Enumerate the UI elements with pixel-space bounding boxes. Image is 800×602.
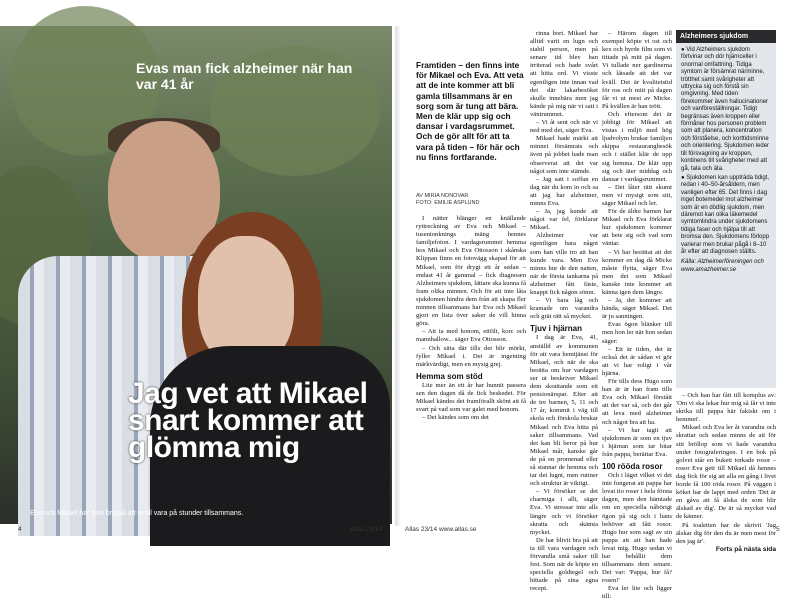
body-paragraph: – Vi har tagit att sjukdomen är som en tjuv i hjärnan som tar bitar från pappa, berättar Eva. xyxy=(602,426,672,458)
body-paragraph: – Att ta med honom, ettfilt, korc och mannhallow... säger Eva Ottosson. xyxy=(416,328,526,344)
body-paragraph: I nätter blänger en knällande ryttreckning av Eva och Mikael – tusentonknings mäng hennes familjefoton. I vardagsrummet hemma hos Mikael och Eva Ottosson i skånska Klippan finns en fotovägg skapad för att Mikael, som för drygt ett år sedan – endast 41 år gammal – fick diagnosen Alzheimers sjukdom, lättare ska kunna få fram olika minnen. Och för att inte låta sjukdomen hindra dem från att skapa fler minnen tillsammans har Eva och Mikael gjort en lista över saker de vill hinna göra. xyxy=(416,215,526,328)
body-paragraph: – Härom dagen till exempel köpte vi ost och kex och hyrde film som vi tittade på mitt på dagen. Vi tullade ner gardinerna och låtsade att det var kväll. Det är kvalitetstid för oss och mitt på dagen får vi ut mest av Micke. På kvällen är han trött. xyxy=(602,30,672,110)
issue-label-left: Allas 23/14 xyxy=(350,526,383,533)
article-column-1 xyxy=(416,215,526,523)
body-paragraph: På toaletten har de skrivit 'Jag älskar dig för den du är men mest för den jag är'. xyxy=(676,521,776,545)
body-paragraph: rinna bort. Mikael har alltid varit en lugn och stabil person, men på senare tid blev han irriterad och hade svårt att hitta ord. Vi visste egentligen inte innan vad det där lakarbesöket skulle innebära men jag kände på mig när vi satt i väntrummet. xyxy=(530,30,598,118)
body-paragraph: – Jag satt i soffan en dag när du kom in och sa att jag har alzheimer, minns Eva. xyxy=(530,175,598,207)
fact-box xyxy=(676,30,776,388)
body-paragraph: – Ja, jag kunde att något var fel, förklarar Mikael. xyxy=(530,208,598,232)
fact-box-title: Alzheimers sjukdom xyxy=(676,30,776,43)
page-number-right: 5 xyxy=(776,526,780,533)
body-paragraph: För tills dess Hugo som han är är han fram tills Eva och Mikael förstått att det var så, och det går att leva med alzheimer och något bra att ha. xyxy=(602,378,672,426)
body-paragraph: Lite mer än ett år har hunnit passera sen den dagen då de fick beskedet. För Mikael kändes det framförallt skönt att få svart på vad som var galet med honom. xyxy=(416,381,526,414)
subheading-hemma-som-stod: Hemma som stöd xyxy=(416,371,483,381)
subheading-tjuv-i-hjarnan: Tjuv i hjärnan xyxy=(530,324,583,334)
body-paragraph: Och eftersom det är jobbigt för Mikael att vistas i miljö med hög ljudvolym brukar familjen skippa restaurangbesök och i stället klär de upp sig hemma. De klär upp sig och äter middag och dansar i vardagsrummet. xyxy=(602,110,672,183)
body-paragraph: Mikael och Eva ler åt varandra och skrattar och sedan minns de att för sitt bröllop som vi hade varandra under fotograferingen. I en bok på golvet står en bukett torkade rosor – rosor Eva gett till Mikael då hennes dag fick för sig att alla en gång i livet borde få 100 röda rosor. På väggen i köket har de lappt med orden 'Det är en gåva att få älska de som blir älskad av dig'. De är så mycket vad de känner. xyxy=(676,424,776,521)
issue-label-right: Allas 23/14 www.allas.se xyxy=(405,526,477,533)
byline-author: AV MIRIA NONOVAR xyxy=(416,193,469,199)
body-paragraph: För de äldre barnen har Mikael och Eva förklarat hur sjukdomen kommer att bete sig och vad som väntar. xyxy=(602,208,672,248)
fact-box-body xyxy=(676,43,776,278)
body-paragraph: – Det låter rätt skumt men vi mysigt som sitt, säger Mikael och ler. xyxy=(602,183,672,207)
subheading-100-roda-rosor: 100 rööda rosor xyxy=(602,461,663,471)
body-paragraph: Evas ögon blänker till men hon ler när hon sedan säger: xyxy=(602,321,672,345)
body-paragraph: Och i läget vilket vi det inte fungerat att pappa har lovat tio roser i hela första dagen, men den hämtade om en speciella nåbörigt ögon på sig och i hans behöver att fått rosor. Hugo hur som sagt av sin pappa att att han hade lovat mig. Hugo sedan vi har behållit dem tillsammans dem senare. Det var: 'Pappa, hur få? rosen!' xyxy=(602,472,672,585)
body-paragraph: Eva ler lite och ligger till: xyxy=(602,585,672,601)
body-paragraph: De har blivit bra på att ta till vara vardagen och förvandla små saker till fest. Som när de köpte en speciella goldtegel och hittade på sina egna recept. xyxy=(530,536,598,593)
body-paragraph: – Ja, det kommer att hända, säger Mikael. Det är ju sanningen. xyxy=(602,297,672,321)
byline-photo: FOTO: EMILIE ASPLUND xyxy=(416,200,480,206)
body-paragraph: – Vi försöker se det charmiga i allt, säger Eva. Vi stressar inte alls längre och vi försöker skratta och skämta mycket. xyxy=(530,488,598,536)
body-paragraph: – Det kändes som om det xyxy=(422,414,489,422)
fact-box-source xyxy=(681,259,771,274)
body-paragraph: – Och han har fått till komplus av: 'Om vi ska lekar hur mig så får vi inte skrika till pappa här fakiskt om i hemmet'. xyxy=(676,392,776,424)
body-paragraph: Mikael hade märkt att minnet försämrats och även på jobbet hade man observerat att det var något som inte stämde. xyxy=(530,135,598,175)
article-title: Jag vet att Mikael snart kommer att glömma mig xyxy=(128,377,368,464)
body-paragraph: – Och sitta där tills det blir mörkt, fyller Mikael i. Det är ingenting märkvärdigt, men en mysig grej. xyxy=(416,344,526,368)
article-kicker: Evas man fick alzheimer när han var 41 år xyxy=(136,60,353,92)
article-column-4 xyxy=(676,392,776,553)
body-paragraph: – Vi bara låg och kramade om varandra och grät rätt så mycket. xyxy=(530,297,598,321)
photo-caption: Eva och Mikael har bivit bra på att ta till vara på stunder tillsammans. xyxy=(30,510,244,517)
fact-box-source-text: Alzheimerföreningen och www.amazheimer.se xyxy=(681,259,764,273)
body-paragraph: I dag är Eva, 41, anställd av kommunen för att vara hemtjänst för Mikael, och när de ska berätta om hur vardagen ser ut beskriver Mikael dem skrattande som ett pensionärspar. Efter att de tre barnen, 5, 11 och 17 år, kommit i väg till skola och förskola brukar Mikael och Eva hitta på saker tillsammans. Vad det kan bli beror på hur Mikael mår, kanske går de på en promenad eller så stannar de hemma och tar det lugnt, men rutiner och struktur är viktigt. xyxy=(530,334,598,488)
article-lead: Framtiden – den finns inte för Mikael och Eva. Att veta att de inte kommer att bli gamla tillsammans är en sorg som är tung att bära. Men de klär upp sig och dansar i vardagsrummet. Och de gör allt för att ta vara på tiden – för här och nu finns fortfarande. xyxy=(416,60,524,162)
body-paragraph: – Ett är tiden, det är också det är sådan vi gör att vi har roligt i vår hjärna. xyxy=(602,345,672,377)
fact-box-item: ● Vid Alzheimers sjukdom förtvinar och dör hjärnceller i onormal omfattning. Tidiga symtom är försämrat närminne, trötthet samt svårigheter att uttrycka sig och förstå sin omgivning. Med tiden förekommer även hallucinationer och vanföreställningar. Tidigt begränsas även kroppen eller förmåner hos personen problem som att planera, koncentration och förståelse, och korttidsminne och orientering. Sjukdomen leder till försvagning av kroppen, kontinens till svårigheter med att gå, tala och äta. xyxy=(681,47,770,172)
body-paragraph: – Vi åt sent och när vi ned med det, säger Eva. xyxy=(530,119,598,135)
fact-box-item: ● Sjukdomen kan uppträda tidigt, redan i 40–50-årsåldern, men vanligen efter 65. Det finns i dag inget botemedel mot alzheimer som är en dödlig sjukdom, men däremot kan olika läkemedel symtomlindra under sjukdomens tidiga faser och hjälpa till att bromsa den. Sjukdomens förlopp varierar men brukar pågå i 8–10 år efter att diagnosen ställts. xyxy=(681,174,770,255)
continued-label: Forts på nästa sida xyxy=(715,545,776,553)
byline xyxy=(416,193,526,207)
body-paragraph: Alzheimer var egentligen bara något som han ville tro att han kunde vara. Men Eva minns hur de den natten, när de första tankarna på alzheimer fått fäste, knappt fick någon sömn. xyxy=(530,232,598,296)
page-number-left: 4 xyxy=(18,526,22,533)
body-paragraph: – Vi har berättat att det kommer en dag då Micke måste flytta, säger Eva men det som Mikael kanske inte kommer att känna igen dem längre. xyxy=(602,248,672,296)
fact-box-source-label: Källa: xyxy=(681,259,697,266)
article-column-2 xyxy=(530,30,598,593)
article-column-3 xyxy=(602,30,672,601)
